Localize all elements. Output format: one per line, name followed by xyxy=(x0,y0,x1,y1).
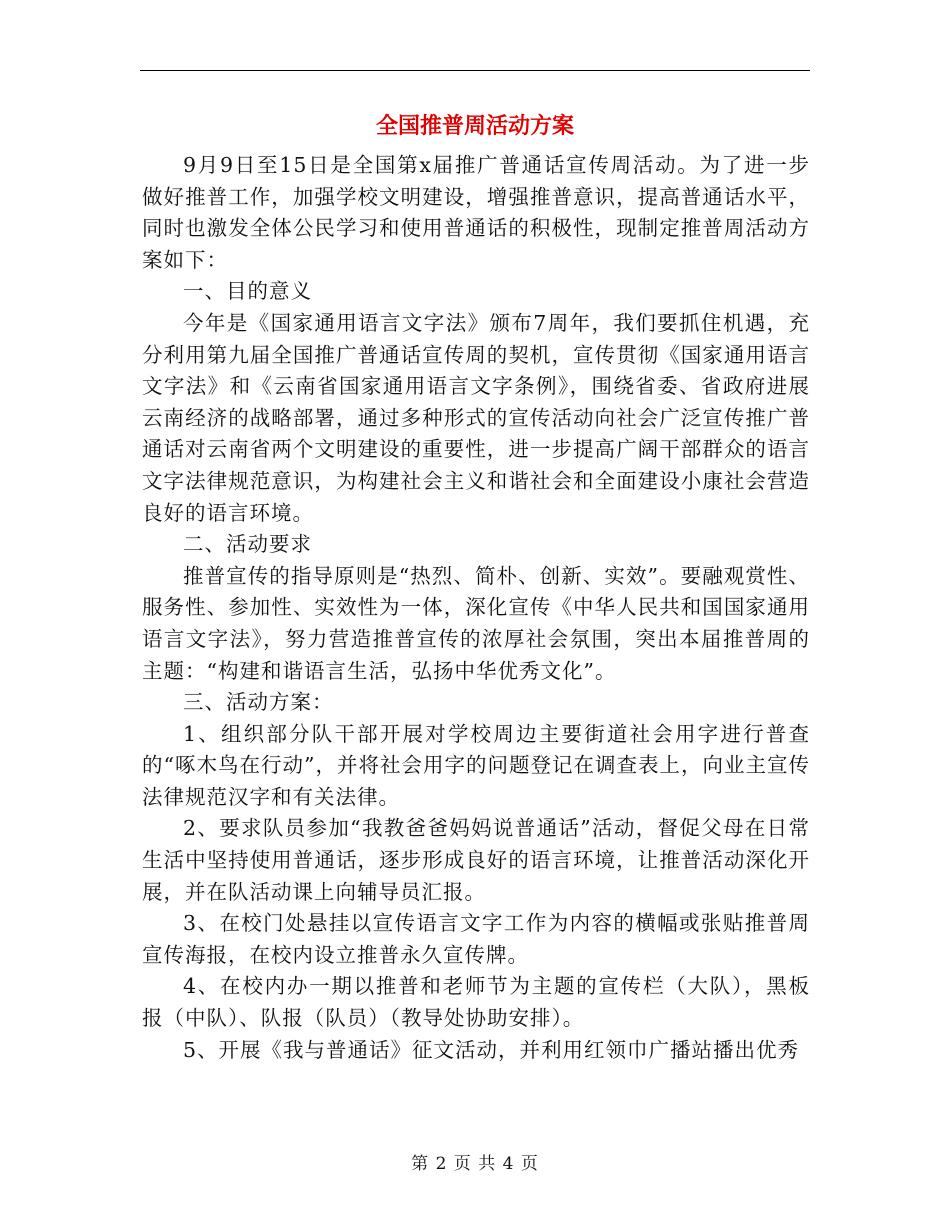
plan-item-4: 4、在校内办一期以推普和老师节为主题的宣传栏（大队），黑板报（中队）、队报（队员）（教导处协助安排）。 xyxy=(142,974,810,1031)
section-heading-requirements: 二、活动要求 xyxy=(183,532,312,557)
document-title: 全国推普周活动方案 xyxy=(375,113,574,139)
document-body xyxy=(142,150,810,1066)
paragraph-purpose: 今年是《国家通用语言文字法》颁布7周年，我们要抓住机遇，充分利用第九届全国推广普通话宣传周的契机，宣传贯彻《国家通用语言文字法》和《云南省国家通用语言文字条例》，围绕省委、省政府进展云南经济的战略部署，通过多种形式的宣传活动向社会广泛宣传推广普通话对云南省两个文明建设的重要性，进一步提高广阔干部群众的语言文字法律规范意识，为构建社会主义和谐社会和全面建设小康社会营造良好的语言环境。 xyxy=(142,310,810,525)
plan-item-1: 1、组织部分队干部开展对学校周边主要街道社会用字进行普查的“啄木鸟在行动”，并将社会用字的问题登记在调查表上，向业主宣传法律规范汉字和有关法律。 xyxy=(142,721,810,809)
section-heading-purpose: 一、目的意义 xyxy=(183,279,312,304)
paragraph-intro: 9月9日至15日是全国第x届推广普通话宣传周活动。为了进一步做好推普工作，加强学校文明建设，增强推普意识，提高普通话水平，同时也激发全体公民学习和使用普通话的积极性，现制定推普周活动方案如下： xyxy=(142,153,810,272)
header-rule xyxy=(140,70,810,71)
section-heading-plan: 三、活动方案： xyxy=(183,690,334,715)
plan-item-2: 2、要求队员参加“我教爸爸妈妈说普通话”活动，督促父母在日常生活中坚持使用普通话，逐步形成良好的语言环境，让推普活动深化开展，并在队活动课上向辅导员汇报。 xyxy=(142,816,810,904)
plan-item-5: 5、开展《我与普通话》征文活动，并利用红领巾广播站播出优秀 xyxy=(183,1037,800,1062)
plan-item-3: 3、在校门处悬挂以宣传语言文字工作为内容的横幅或张贴推普周宣传海报，在校内设立推普永久宣传牌。 xyxy=(142,911,810,967)
page-number-footer: 第 2 页 共 4 页 xyxy=(411,1154,539,1174)
paragraph-requirements: 推普宣传的指导原则是“热烈、简朴、创新、实效”。要融观赏性、服务性、参加性、实效性为一体，深化宣传《中华人民共和国国家通用语言文字法》，努力营造推普宣传的浓厚社会氛围，突出本届推普周的主题：“构建和谐语言生活，弘扬中华优秀文化”。 xyxy=(142,563,810,683)
